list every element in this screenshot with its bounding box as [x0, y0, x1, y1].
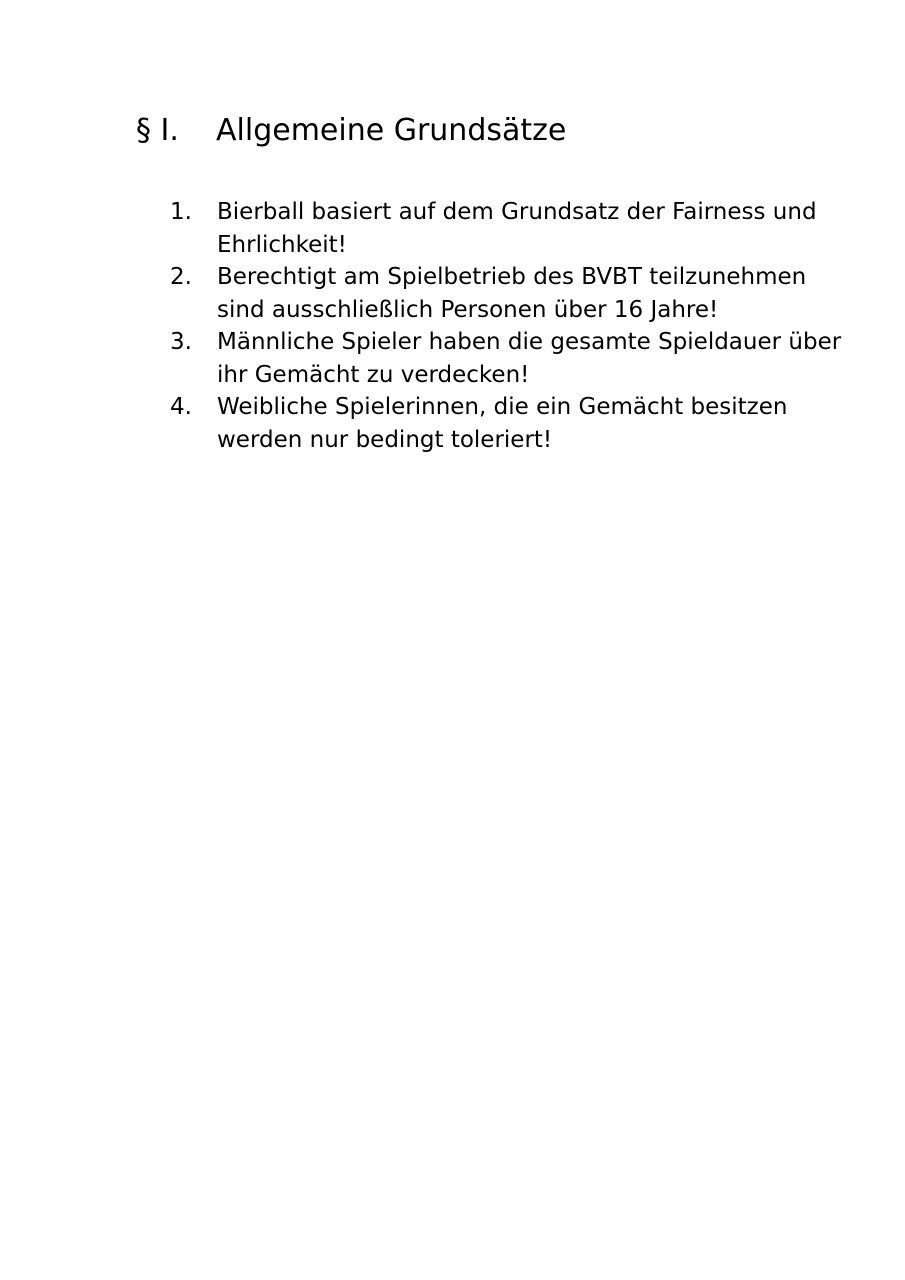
list-item-text: Berechtigt am Spielbetrieb des BVBT teilzunehmen sind ausschließlich Personen über 16 Jahre!: [217, 264, 807, 323]
list-item-text: Bierball basiert auf dem Grundsatz der Fairness und Ehrlichkeit!: [217, 199, 817, 258]
section-heading: [136, 112, 566, 150]
list-item: [160, 261, 860, 326]
section-title: Allgemeine Grundsätze: [216, 113, 567, 148]
list-item: [160, 326, 860, 391]
section-number: § I.: [136, 113, 179, 148]
list-item-text: Weibliche Spielerinnen, die ein Gemächt besitzen werden nur bedingt toleriert!: [217, 394, 788, 453]
list-item-text: Männliche Spieler haben die gesamte Spieldauer über ihr Gemächt zu verdecken!: [217, 329, 842, 388]
list-item-number: 3.: [170, 329, 192, 355]
list-item: [160, 391, 860, 456]
list-item-number: 1.: [170, 199, 192, 225]
list-item-number: 4.: [170, 394, 192, 420]
rules-list: [160, 196, 860, 456]
list-item: [160, 196, 860, 261]
list-item-number: 2.: [170, 264, 192, 290]
